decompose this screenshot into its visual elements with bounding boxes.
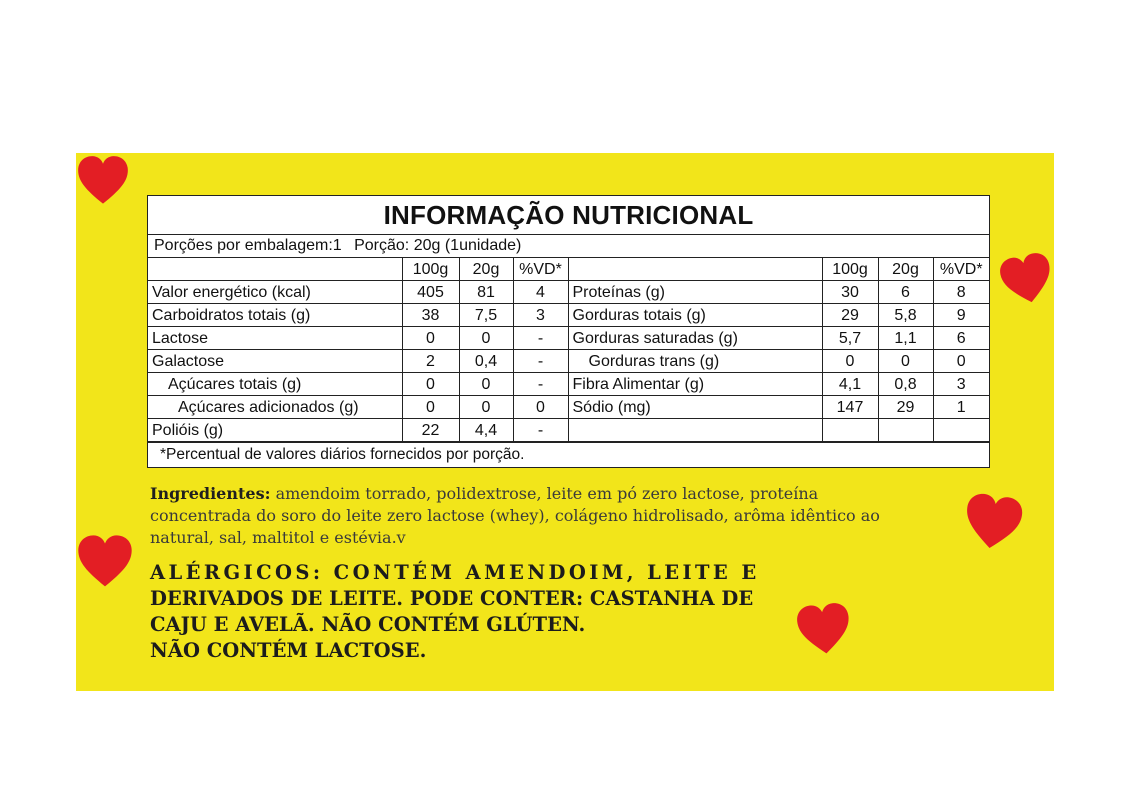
table-row [148,281,989,304]
value-vd: 8 [933,281,989,304]
table-row [148,373,989,396]
nutrient-name: Galactose [148,350,402,373]
nutrient-name: Gorduras saturadas (g) [568,327,822,350]
portion-info [148,235,989,258]
header-vd: %VD* [933,258,989,281]
value-vd [933,419,989,442]
footnote: *Percentual de valores diários fornecidos por porção. [148,442,989,467]
header-100g: 100g [822,258,878,281]
nutrient-name: Proteínas (g) [568,281,822,304]
nutrient-name: Fibra Alimentar (g) [568,373,822,396]
value-100g: 30 [822,281,878,304]
value-20g: 0 [878,350,933,373]
value-20g: 7,5 [459,304,513,327]
value-20g: 0 [459,327,513,350]
header-vd: %VD* [513,258,568,281]
table-row [148,304,989,327]
allergen-line: ALÉRGICOS: CONTÉM AMENDOIM, LEITE E [150,561,760,584]
value-vd: - [513,350,568,373]
value-20g: 0 [459,373,513,396]
nutrient-name: Açúcares totais (g) [148,373,402,396]
nutrient-name: Açúcares adicionados (g) [148,396,402,419]
heart-icon [995,246,1054,314]
nutrient-name: Carboidratos totais (g) [148,304,402,327]
allergen-line: NÃO CONTÉM LACTOSE. [150,639,427,662]
table-row [148,396,989,419]
nutrition-title: INFORMAÇÃO NUTRICIONAL [148,196,989,235]
value-100g: 4,1 [822,373,878,396]
nutrient-name: Valor energético (kcal) [148,281,402,304]
header-20g: 20g [878,258,933,281]
allergen-line: DERIVADOS DE LEITE. PODE CONTER: CASTANHA DE [150,587,754,610]
value-vd: 3 [933,373,989,396]
value-20g: 6 [878,281,933,304]
table-header-row [148,258,989,281]
nutrition-facts-table [147,195,990,468]
value-20g: 4,4 [459,419,513,442]
value-vd: 1 [933,396,989,419]
header-100g: 100g [402,258,459,281]
nutrient-name [568,419,822,442]
value-vd: - [513,373,568,396]
nutrient-name: Gorduras trans (g) [568,350,822,373]
value-vd: 6 [933,327,989,350]
ingredients-label: Ingredientes: [150,484,271,503]
serving-size: Porção: 20g (1unidade) [354,237,522,254]
value-vd: 0 [513,396,568,419]
value-100g: 22 [402,419,459,442]
value-20g: 29 [878,396,933,419]
value-100g: 38 [402,304,459,327]
table-row [148,350,989,373]
header-20g: 20g [459,258,513,281]
ingredients-list: amendoim torrado, polidextrose, leite em pó zero lactose, proteína concentrada do soro do leite zero lactose (whey), colágeno hidrolisado, arôma idêntico ao natural, sal, maltitol e estévia.v [150,484,880,547]
value-100g [822,419,878,442]
value-20g: 0,4 [459,350,513,373]
value-vd: - [513,419,568,442]
value-vd: 3 [513,304,568,327]
value-20g: 0,8 [878,373,933,396]
nutrient-name: Sódio (mg) [568,396,822,419]
servings-per-package: Porções por embalagem:1 [154,237,342,254]
value-100g: 5,7 [822,327,878,350]
value-100g: 2 [402,350,459,373]
value-100g: 29 [822,304,878,327]
table-row [148,419,989,442]
ingredients-text [150,483,910,549]
value-100g: 0 [402,327,459,350]
value-20g: 1,1 [878,327,933,350]
value-100g: 0 [822,350,878,373]
value-vd: 0 [933,350,989,373]
heart-icon [76,533,134,591]
value-20g [878,419,933,442]
allergen-line: CAJU E AVELÃ. NÃO CONTÉM GLÚTEN. [150,613,586,636]
value-vd: - [513,327,568,350]
nutrient-name: Lactose [148,327,402,350]
value-20g: 0 [459,396,513,419]
nutrient-name: Polióis (g) [148,419,402,442]
allergen-warning [150,560,810,664]
value-100g: 0 [402,373,459,396]
heart-icon [957,489,1029,557]
value-100g: 0 [402,396,459,419]
value-100g: 405 [402,281,459,304]
nutrition-grid [148,258,989,442]
value-vd: 9 [933,304,989,327]
value-vd: 4 [513,281,568,304]
value-100g: 147 [822,396,878,419]
heart-icon [76,153,130,209]
nutrient-name: Gorduras totais (g) [568,304,822,327]
value-20g: 5,8 [878,304,933,327]
table-row [148,327,989,350]
value-20g: 81 [459,281,513,304]
